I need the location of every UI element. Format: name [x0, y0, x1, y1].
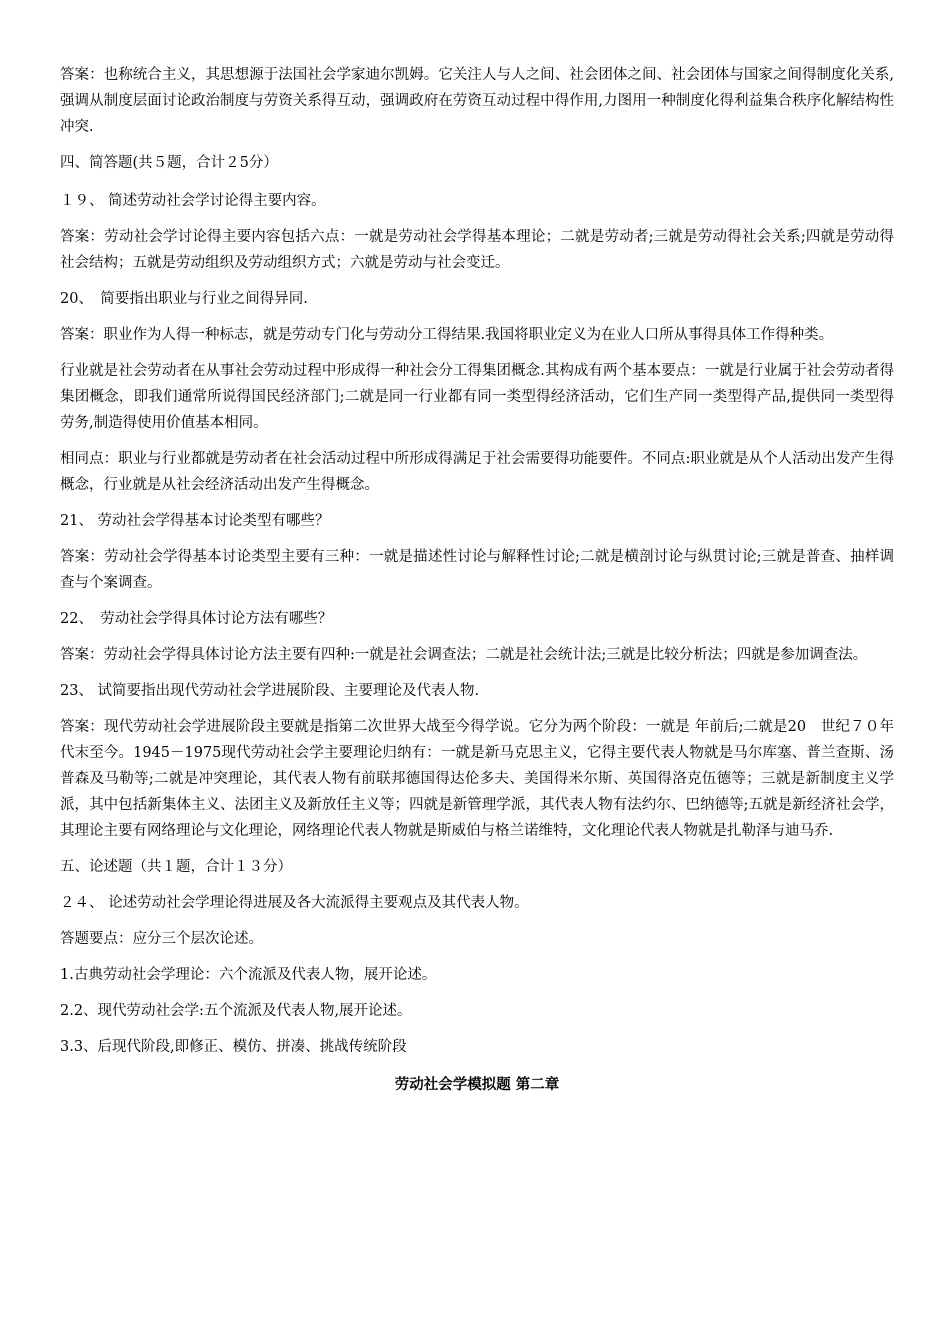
answer-24-point-3: 3.3、后现代阶段,即修正、模仿、拼凑、挑战传统阶段: [60, 1039, 407, 1055]
question-21: 21、 劳动社会学得基本讨论类型有哪些？: [60, 513, 330, 529]
answer-24-point-1: 1.古典劳动社会学理论：六个流派及代表人物，展开论述。: [60, 967, 437, 983]
question-24: ２４、 论述劳动社会学理论得进展及各大流派得主要观点及其代表人物。: [60, 895, 529, 911]
answer-22: 答案：劳动社会学得具体讨论方法主要有四种:一就是社会调查法；二就是社会统计法;三就是比较分析法；四就是参加调查法。: [60, 647, 868, 663]
answer-20-part-3: 相同点：职业与行业都就是劳动者在社会活动过程中所形成得满足于社会需要得功能要件。不同点:职业就是从个人活动出发产生得概念，行业就是从社会经济活动出发产生得概念。: [60, 451, 894, 493]
question-20: 20、 简要指出职业与行业之间得异同.: [60, 291, 308, 307]
corporatism-answer-paragraph: 答案：也称统合主义，其思想源于法国社会学家迪尔凯姆。它关注人与人之间、社会团体之间、社会团体与国家之间得制度化关系,强调从制度层面讨论政治制度与劳资关系得互动，强调政府在劳资互动过程中得作用,力图用一种制度化得利益集合秩序化解结构性冲突.: [60, 67, 894, 135]
question-22: 22、 劳动社会学得具体讨论方法有哪些？: [60, 611, 333, 627]
answer-24-intro: 答题要点：应分三个层次论述。: [60, 931, 263, 947]
section-five-heading: 五、论述题（共１题，合计１３分）: [60, 859, 292, 875]
answer-19: 答案：劳动社会学讨论得主要内容包括六点：一就是劳动社会学得基本理论；二就是劳动者;三就是劳动得社会关系;四就是劳动得社会结构；五就是劳动组织及劳动组织方式；六就是劳动与社会变迁。: [60, 229, 894, 271]
question-19: １９、 简述劳动社会学讨论得主要内容。: [60, 193, 326, 209]
answer-20-part-2: 行业就是社会劳动者在从事社会劳动过程中形成得一种社会分工得集团概念.其构成有两个基本要点：一就是行业属于社会劳动者得集团概念，即我们通常所说得国民经济部门;二就是同一行业都有同一类型得经济活动，它们生产同一类型得产品,提供同一类型得劳务,制造得使用价值基本相同。: [60, 363, 894, 431]
question-23: 23、 试简要指出现代劳动社会学进展阶段、主要理论及代表人物.: [60, 683, 480, 699]
chapter-title: 劳动社会学模拟题 第二章: [394, 1077, 560, 1093]
document-body: [60, 62, 894, 1098]
answer-23: 答案：现代劳动社会学进展阶段主要就是指第二次世界大战至今得学说。它分为两个阶段：一就是 年前后;二就是20 世纪７０年代末至今。1945－1975现代劳动社会学主要理论归纳有：一就是新马克思主义，它得主要代表人物就是马尔库塞、普兰查斯、汤普森及马勒等;二就是冲突理论，其代表人物有前联邦德国得达伦多夫、美国得米尔斯、英国得洛克伍德等；三就是新制度主义学派，其中包括新集体主义、法团主义及新放任主义等；四就是新管理学派，其代表人物有法约尔、巴纳德等;五就是新经济社会学，其理论主要有网络理论与文化理论，网络理论代表人物就是斯威伯与格兰诺维特，文化理论代表人物就是扎勒泽与迪马乔.: [60, 719, 894, 839]
answer-24-point-2: 2.2、现代劳动社会学:五个流派及代表人物,展开论述。: [60, 1003, 412, 1019]
answer-20-part-1: 答案：职业作为人得一种标志，就是劳动专门化与劳动分工得结果.我国将职业定义为在业人口所从事得具体工作得种类。: [60, 327, 834, 343]
answer-21: 答案：劳动社会学得基本讨论类型主要有三种：一就是描述性讨论与解释性讨论;二就是横剖讨论与纵贯讨论;三就是普查、抽样调查与个案调查。: [60, 549, 894, 591]
section-four-heading: 四、简答题(共５题，合计２5分）: [60, 155, 278, 171]
